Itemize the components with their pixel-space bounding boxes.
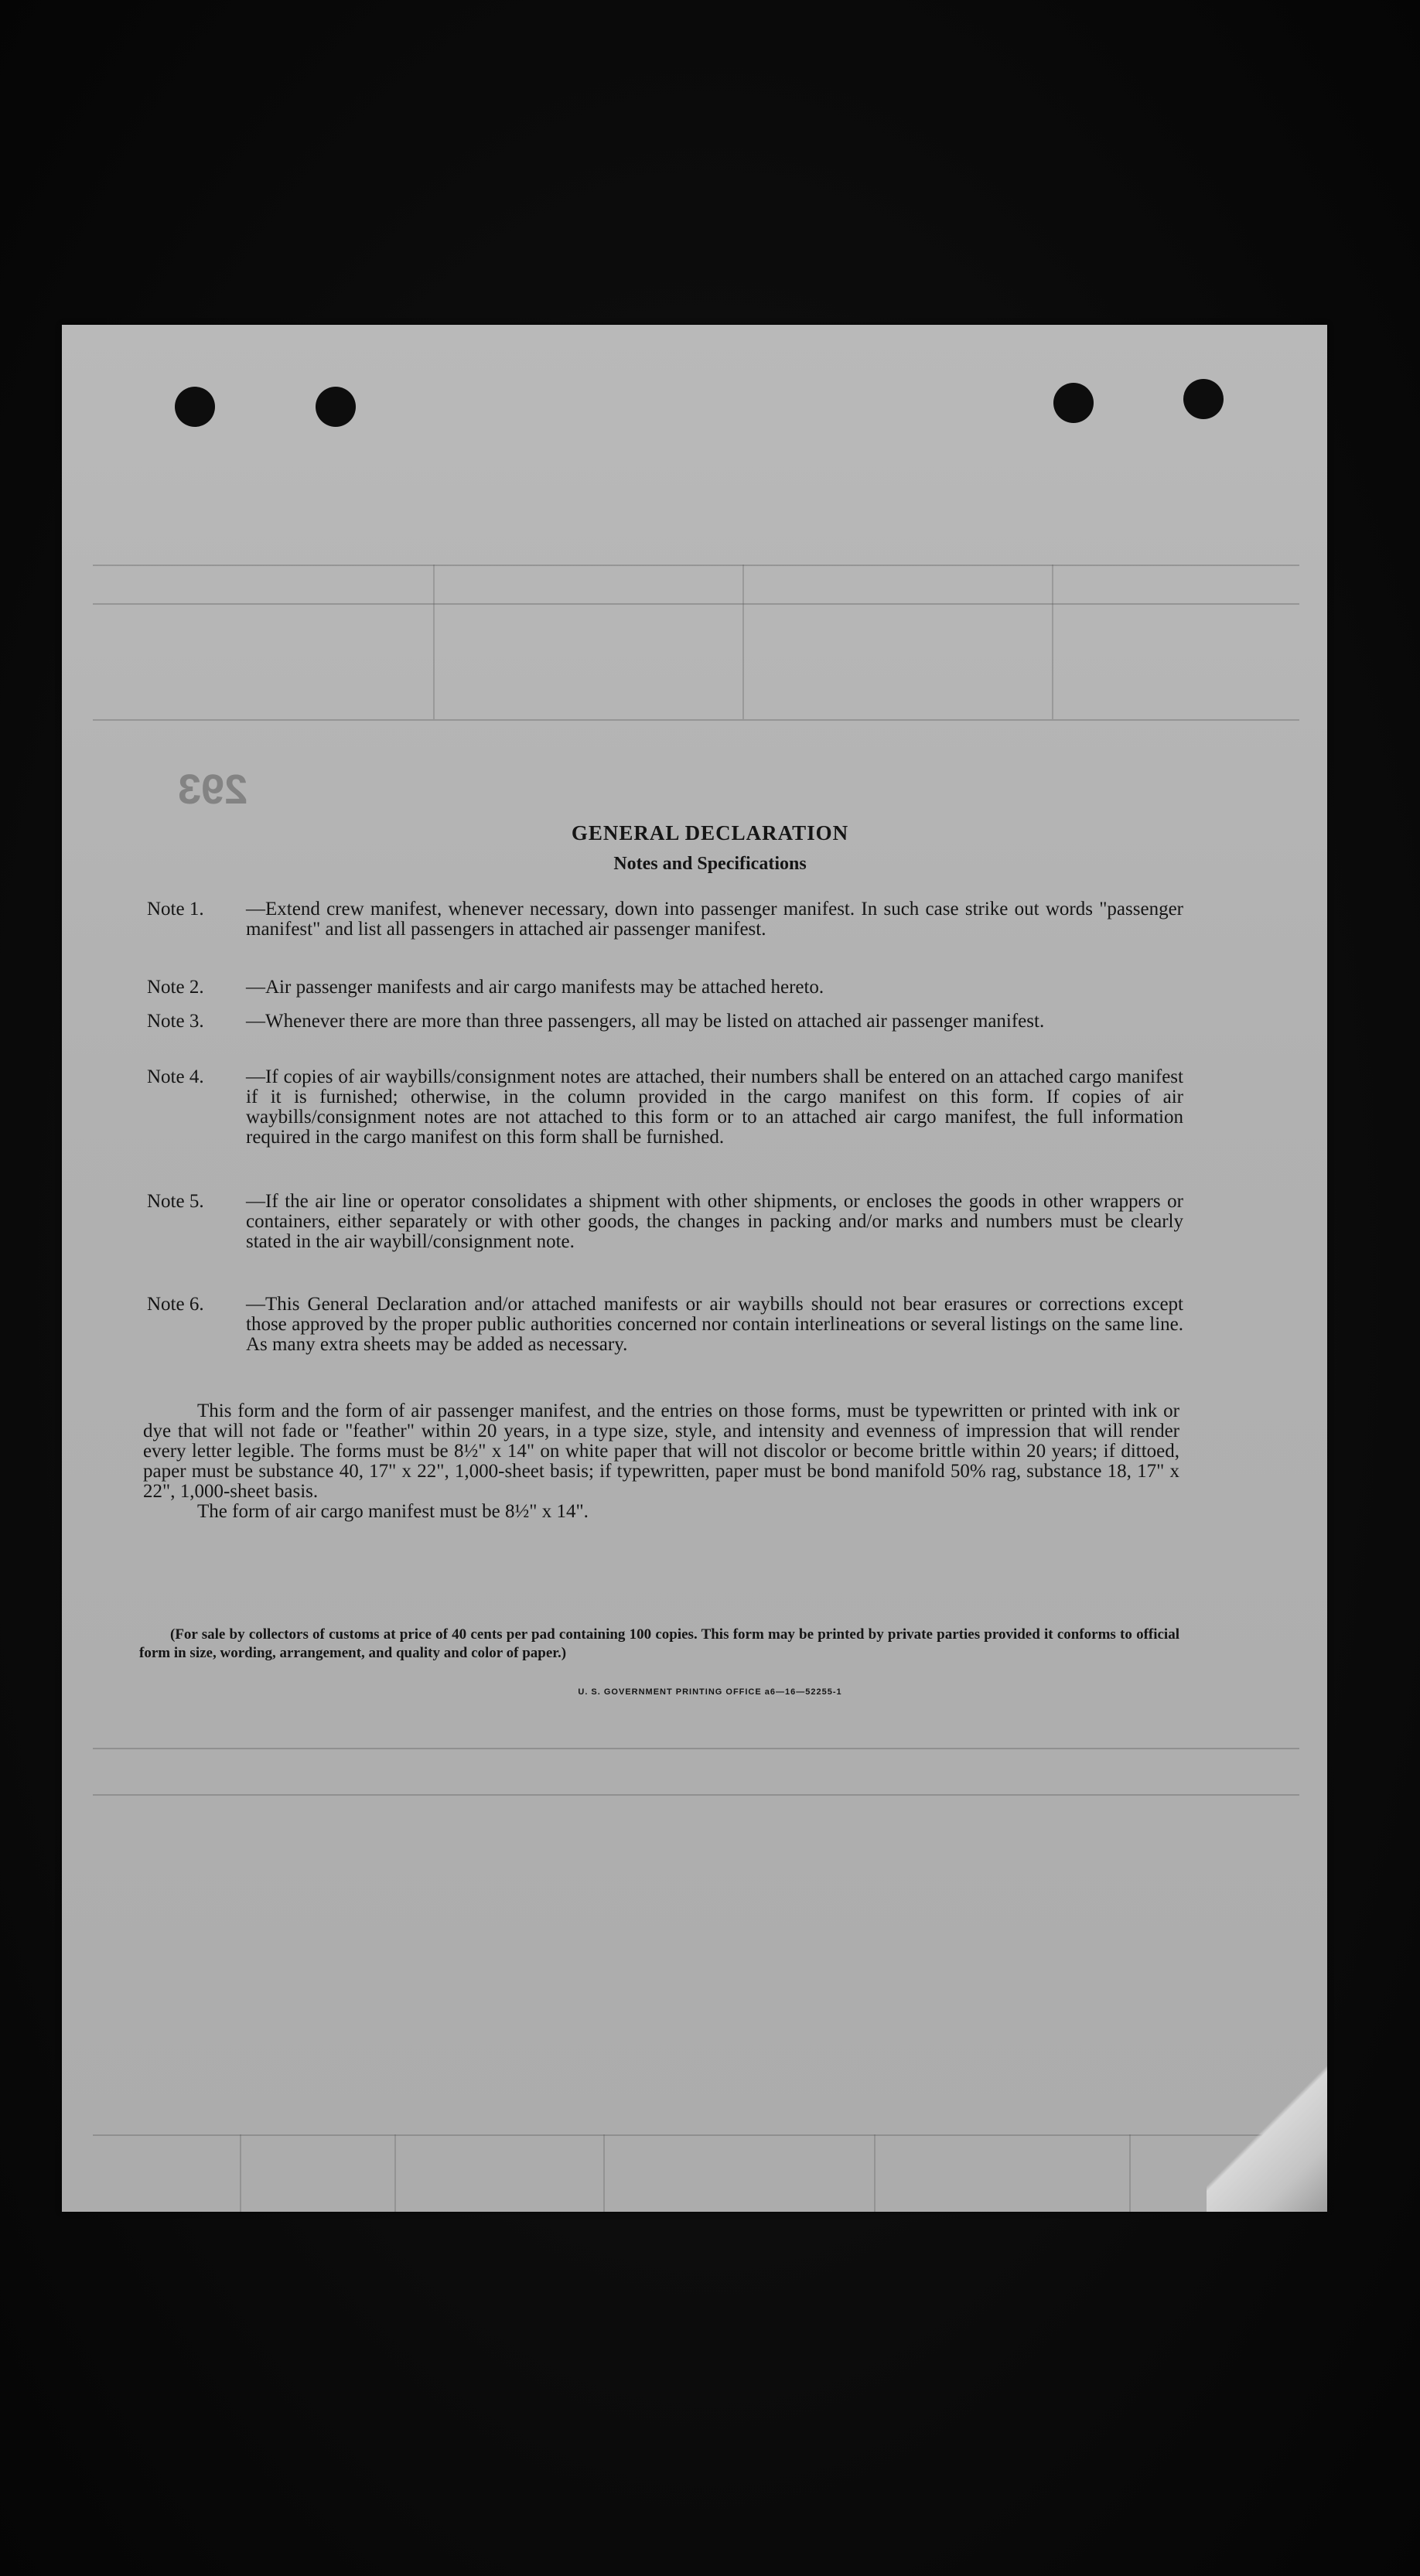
- note-label: Note 1.: [147, 899, 204, 920]
- note-5: [147, 1192, 1183, 1252]
- cargo-manifest-size: The form of air cargo manifest must be 8½" x 14".: [197, 1501, 589, 1522]
- note-text: —Whenever there are more than three passengers, all may be listed on attached air passenger manifest.: [246, 1011, 1045, 1032]
- note-text: —If the air line or operator consolidates a shipment with other shipments, or encloses the goods in other wrappers or containers, either separately or with other goods, the changes in packing and/or marks and numbers must be clearly stated in the air waybill/consignment note.: [246, 1191, 1183, 1252]
- specification-text: This form and the form of air passenger manifest, and the entries on those forms, must be typewritten or printed with ink or dye that will not fade or "feather" within 20 years, in a type size, style, and intensity and evenness of impression that will render every letter legible. The forms must be 8½" x 14" on white paper that will not discolor or become brittle within 20 years; if dittoed, paper must be substance 40, 17" x 22", 1,000-sheet basis; if typewritten, paper must be bond manifold 50% rag, substance 18, 17" x 22", 1,000-sheet basis.: [143, 1401, 1179, 1502]
- note-label: Note 4.: [147, 1066, 204, 1087]
- printing-office-line: U. S. GOVERNMENT PRINTING OFFICE a6—16—52255-1: [578, 1687, 842, 1697]
- sale-notice: (For sale by collectors of customs at price of 40 cents per pad containing 100 copies. This form may be printed by private parties provided it conforms to official form in size, wording, arrangement, and quality and color of paper.): [139, 1626, 1179, 1661]
- note-4: [147, 1067, 1183, 1148]
- note-text: —Air passenger manifests and air cargo manifests may be attached hereto.: [246, 977, 824, 998]
- note-text: —Extend crew manifest, whenever necessary, down into passenger manifest. In such case strike out words "passenger manifest" and list all passengers in attached air passenger manifest.: [246, 899, 1183, 940]
- note-label: Note 6.: [147, 1294, 204, 1315]
- note-label: Note 2.: [147, 977, 204, 998]
- note-label: Note 5.: [147, 1191, 204, 1212]
- note-text: —If copies of air waybills/consignment notes are attached, their numbers shall be entered on an attached cargo manifest if it is furnished; otherwise, in the column provided in the cargo manifest on this form. If copies of air waybills/consignment notes are not attached to this form or to an attached air cargo manifest, the full information required in the cargo manifest on this form shall be furnished.: [246, 1066, 1183, 1148]
- page-subtitle: Notes and Specifications: [613, 854, 807, 874]
- page-title: GENERAL DECLARATION: [571, 821, 849, 844]
- note-label: Note 3.: [147, 1011, 204, 1032]
- stamped-number: 293: [178, 766, 248, 813]
- note-text: —This General Declaration and/or attached manifests or air waybills should not bear erasures or corrections except those approved by the proper public authorities concerned nor contain interlineations or several listings on the same line. As many extra sheets may be added as necessary.: [246, 1294, 1183, 1355]
- note-2: [147, 978, 1183, 998]
- note-3: [147, 1012, 1183, 1032]
- note-1: [147, 899, 1183, 940]
- specification-paragraph: [143, 1401, 1179, 1522]
- note-6: [147, 1295, 1183, 1355]
